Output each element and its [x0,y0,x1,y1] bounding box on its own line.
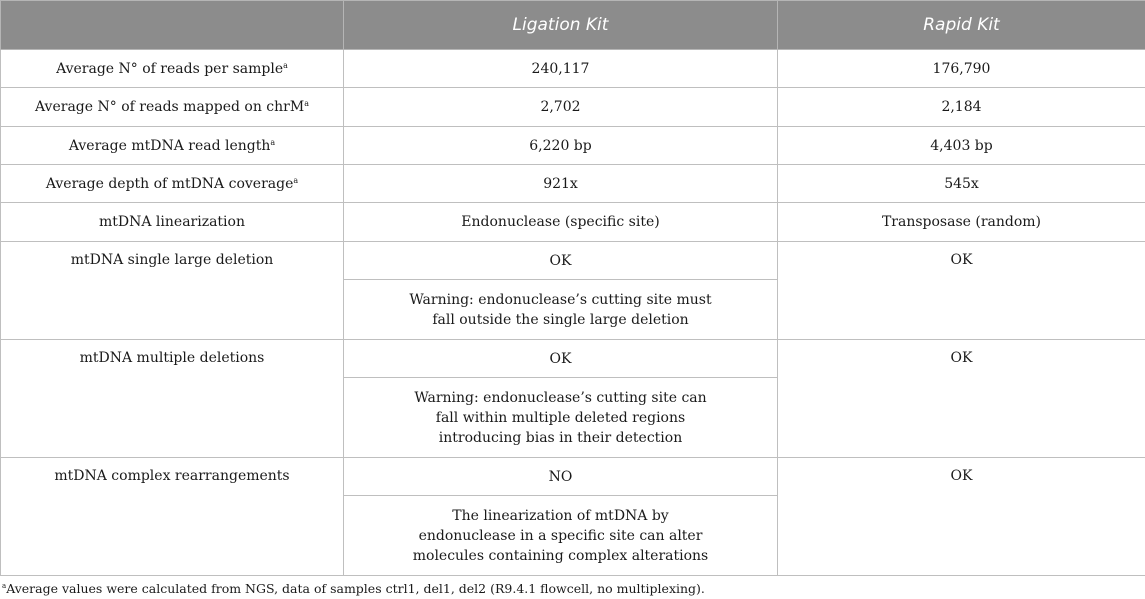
row-label-read-length [1,127,344,165]
rapid-complex-rearrangements: OK [778,458,1145,576]
ligation-multiple-deletions: OK [344,340,778,378]
note-line: The linearization of mtDNA by [452,507,669,524]
label-text: Average N° of reads mapped on chrM [35,99,305,115]
table-header [1,1,1145,50]
ligation-reads-per-sample: 240,117 [344,50,778,88]
ligation-complex-rearrangements: NO [344,458,778,496]
ligation-single-deletion: OK [344,242,778,280]
note-line: fall outside the single large deletion [432,311,689,328]
ligation-single-deletion-note [344,280,778,340]
footnote-marker: a [270,137,276,147]
header-ligation-kit: Ligation Kit [344,1,778,50]
rapid-reads-per-sample: 176,790 [778,50,1145,88]
row-label-complex-rearrangements: mtDNA complex rearrangements [1,458,344,576]
table-row [1,242,1145,280]
footnote-marker: a [304,99,309,108]
footnote-text: Average values were calculated from NGS, data of samples ctrl1, del1, del2 (R9.4.1 flowcell, no multiplexing). [6,581,705,596]
label-text: Average depth of mtDNA coverage [45,175,294,192]
row-label-single-deletion: mtDNA single large deletion [1,242,344,340]
table-row [1,88,1145,127]
row-label-multiple-deletions: mtDNA multiple deletions [1,340,344,458]
note-line: endonuclease in a specific site can alter [418,527,703,544]
table-row [1,203,1145,242]
header-rapid-kit: Rapid Kit [778,1,1145,50]
table-footnote [2,581,705,596]
rapid-single-deletion: OK [778,242,1145,340]
rapid-multiple-deletions: OK [778,340,1145,458]
rapid-reads-mapped: 2,184 [778,88,1145,127]
table-row [1,50,1145,88]
rapid-read-length: 4,403 bp [778,127,1145,165]
table-row [1,340,1145,378]
ligation-complex-rearrangements-note [344,496,778,576]
row-label-reads-mapped [1,88,344,127]
note-line: introducing bias in their detection [438,429,683,446]
ligation-multiple-deletions-note [344,378,778,458]
ligation-linearization: Endonuclease (specific site) [344,203,778,242]
rapid-linearization: Transposase (random) [778,203,1145,242]
header-empty-cell [1,1,344,50]
note-line: Warning: endonuclease’s cutting site can [414,389,707,406]
ligation-reads-mapped: 2,702 [344,88,778,127]
table-body [1,50,1145,576]
label-text: Average mtDNA read length [68,137,271,154]
table-row [1,165,1145,203]
footnote-marker: a [293,175,299,185]
row-label-linearization: mtDNA linearization [1,203,344,242]
ligation-coverage-depth: 921x [344,165,778,203]
note-line: molecules containing complex alterations [412,547,709,564]
table-row [1,458,1145,496]
footnote-marker: a [2,582,7,590]
header-row [1,1,1145,50]
ligation-read-length: 6,220 bp [344,127,778,165]
row-label-coverage-depth [1,165,344,203]
note-line: Warning: endonuclease’s cutting site must [409,291,712,308]
footnote-marker: a [283,60,288,70]
table-row [1,127,1145,165]
row-label-reads-per-sample [1,50,344,88]
rapid-coverage-depth: 545x [778,165,1145,203]
label-text: Average N° of reads per sample [56,60,284,77]
note-line: fall within multiple deleted regions [435,409,686,426]
